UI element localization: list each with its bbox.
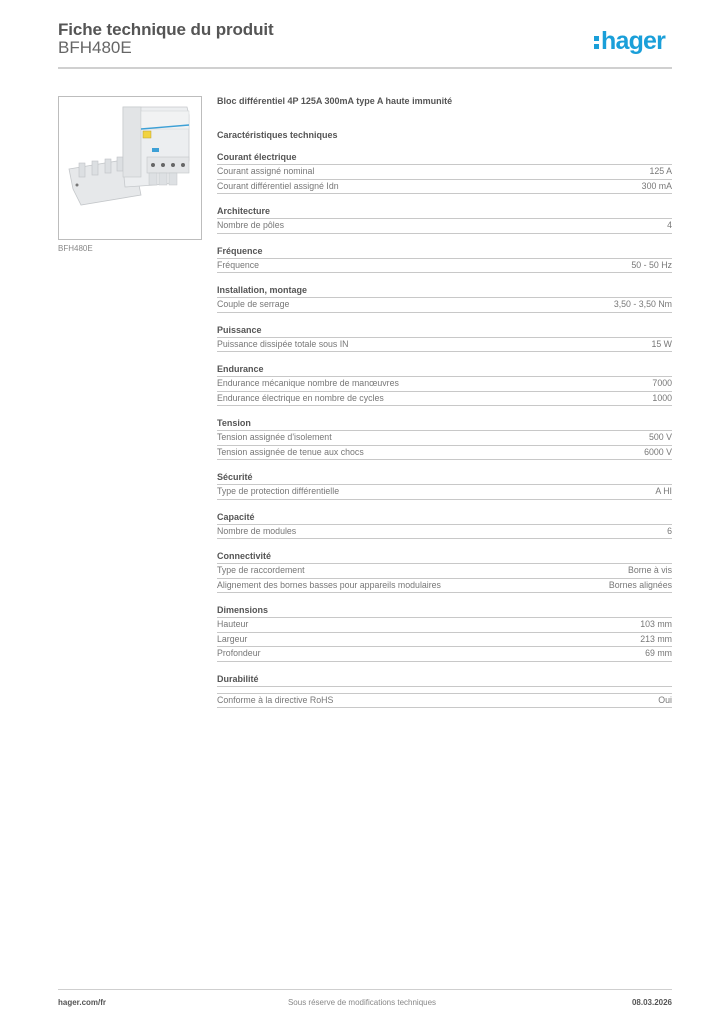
spec-section-heading: Architecture [217,206,672,219]
spec-section-heading: Installation, montage [217,285,672,298]
spec-value: Borne à vis [627,565,672,575]
spec-label: Courant assigné nominal [217,166,315,176]
spec-section-connectivite [217,551,672,593]
spec-row [217,693,672,709]
spec-section-durabilite [217,674,672,709]
spec-row [217,180,672,195]
spec-label: Hauteur [217,619,249,629]
spec-row [217,338,672,353]
spec-value: 103 mm [640,619,672,629]
spec-value: 7000 [652,378,672,388]
spec-label: Tension assignée d'isolement [217,432,332,442]
spec-row [217,219,672,234]
spec-label: Nombre de pôles [217,220,284,230]
footer-date: 08.03.2026 [631,998,672,1007]
footer-divider [58,989,672,990]
spec-label: Puissance dissipée totale sous IN [217,338,349,349]
spec-value: 6 [667,525,672,536]
spec-section-puissance [217,325,672,353]
spec-section-heading: Courant électrique [217,152,672,165]
spec-row [217,431,672,446]
spec-row [217,165,672,180]
page-title: Fiche technique du produit [58,20,274,39]
header-divider [58,67,672,69]
spec-label: Type de protection différentielle [217,486,340,496]
spec-row [217,618,672,633]
spec-section-securite [217,472,672,500]
hager-logo [594,28,665,54]
spec-section-heading: Sécurité [217,472,672,485]
spec-value: 3,50 - 3,50 Nm [613,299,672,309]
spec-label: Alignement des bornes basses pour appareils modulaires [217,579,441,590]
spec-value: 69 mm [645,648,672,658]
spec-row [217,446,672,461]
product-description: Bloc différentiel 4P 125A 300mA type A haute immunité [217,96,453,106]
spec-row [217,298,672,313]
spec-section-heading: Connectivité [217,551,672,564]
spec-row [217,579,672,594]
logo-text: hager [601,27,666,55]
spec-value: 15 W [651,338,672,349]
spec-section-dimensions [217,605,672,662]
spec-row [217,647,672,662]
specs-section-title: Caractéristiques techniques [217,130,338,140]
spec-section-architecture [217,206,672,234]
spec-row [217,485,672,500]
spec-label: Tension assignée de tenue aux chocs [217,446,364,457]
spec-section-installation [217,285,672,313]
specs-content [217,94,672,708]
spec-row [217,525,672,540]
spec-section-heading: Capacité [217,512,672,525]
spec-label: Profondeur [217,648,261,658]
spec-label: Couple de serrage [217,299,290,309]
spec-section-tension [217,418,672,460]
spec-value: 4 [667,220,672,230]
spec-value: Oui [658,694,672,705]
spec-row [217,259,672,274]
footer-website-link[interactable]: hager.com/fr [58,998,107,1007]
spec-section-courant [217,152,672,194]
spec-value: Bornes alignées [608,579,672,590]
product-image [58,96,202,240]
spec-section-capacite [217,512,672,540]
footer-disclaimer: Sous réserve de modifications techniques [287,998,437,1007]
spec-section-heading: Fréquence [217,246,672,259]
spec-value: 500 V [649,432,672,442]
spec-label: Fréquence [217,259,260,270]
spec-section-endurance [217,364,672,406]
spec-label: Largeur [217,633,248,644]
spec-section-heading: Endurance [217,364,672,377]
spec-section-heading: Durabilité [217,674,672,687]
spec-row [217,377,672,392]
spec-value: 125 A [649,166,672,176]
spec-value: 6000 V [644,446,672,457]
spec-value: 213 mm [640,633,672,644]
spec-row [217,564,672,579]
product-photo-icon [59,97,201,239]
spec-label: Endurance électrique en nombre de cycles [217,392,384,403]
product-code: BFH480E [58,38,132,57]
logo-colon-icon [594,34,599,50]
spec-label: Courant différentiel assigné Idn [217,180,339,191]
spec-section-heading: Dimensions [217,605,672,618]
spec-value: 1000 [652,392,672,403]
spec-label: Type de raccordement [217,565,305,575]
spec-section-heading: Puissance [217,325,672,338]
spec-value: 50 - 50 Hz [631,259,672,270]
spec-row [217,633,672,648]
spec-value: 300 mA [641,180,672,191]
spec-label: Conforme à la directive RoHS [217,694,334,705]
spec-label: Endurance mécanique nombre de manœuvres [217,378,399,388]
spec-value: A HI [655,486,672,496]
spec-row [217,392,672,407]
spec-section-frequence [217,246,672,274]
spec-label: Nombre de modules [217,525,297,536]
spec-section-heading: Tension [217,418,672,431]
product-image-caption: BFH480E [58,244,93,253]
